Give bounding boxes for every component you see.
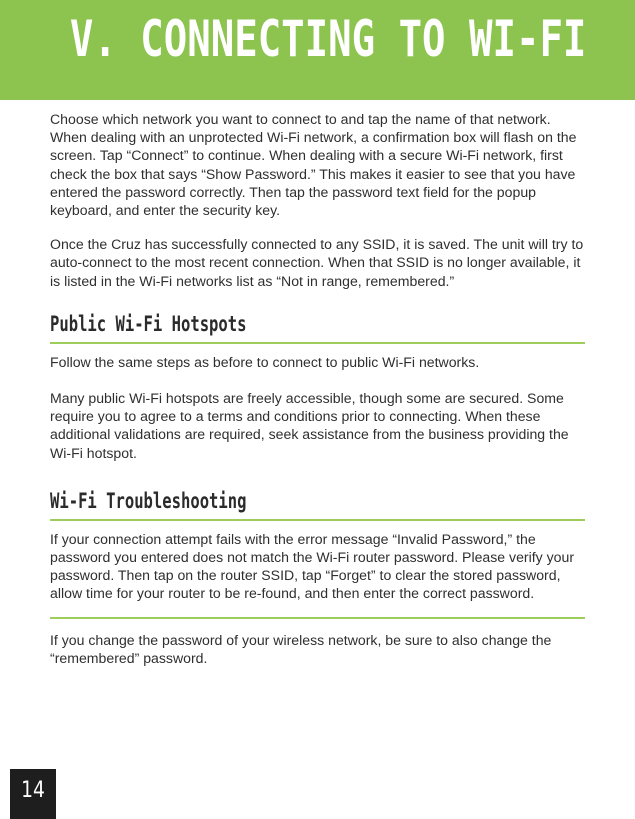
main-content [50, 110, 585, 667]
page-number: 14 [21, 778, 45, 803]
section-divider [50, 519, 585, 521]
troubleshooting-paragraph-2: If you change the password of your wireless network, be sure to also change the “remembered” password. [50, 631, 552, 666]
intro-paragraph-1: Choose which network you want to connect to and tap the name of that network. When dealing with an unprotected Wi-Fi network, a confirmation box will flash on the screen. Tap “Connect” to continue. When dealing with a secure Wi-Fi network, first check the box that says “Show Password.” This makes it easier to see that you have entered the password correctly. Then tap the password text field for the popup keyboard, and enter the security key. [50, 111, 577, 219]
public-hotspots-paragraph-2: Many public Wi-Fi hotspots are freely accessible, though some are secured. Some require you to agree to a terms and conditions prior to connecting. When these additional validations are required, seek assistance from the business providing the Wi-Fi hotspot. [50, 390, 569, 461]
section-heading-public-hotspots: Public Wi-Fi Hotspots [50, 311, 247, 336]
header-banner [0, 0, 635, 100]
section-heading-troubleshooting: Wi-Fi Troubleshooting [50, 488, 247, 513]
troubleshooting-paragraph-1: If your connection attempt fails with the error message “Invalid Password,” the password you entered does not match the Wi-Fi router password. Please verify your password. Then tap on the router SSID, tap “Forget” to clear the stored password, allow time for your router to be re-found, and then enter the correct password. [50, 530, 575, 602]
intro-paragraph-2: Once the Cruz has successfully connected to any SSID, it is saved. The unit will try to auto-connect to the most recent connection. When that SSID is no longer available, it is listed in the Wi-Fi networks list as “Not in range, remembered.” [50, 236, 584, 289]
public-hotspots-paragraph-1: Follow the same steps as before to connect to public Wi-Fi networks. [50, 353, 480, 370]
page-number-tab [10, 769, 56, 819]
section-divider [50, 342, 585, 344]
section-divider [50, 617, 585, 619]
page-title: V. CONNECTING TO WI-FI [69, 10, 587, 68]
